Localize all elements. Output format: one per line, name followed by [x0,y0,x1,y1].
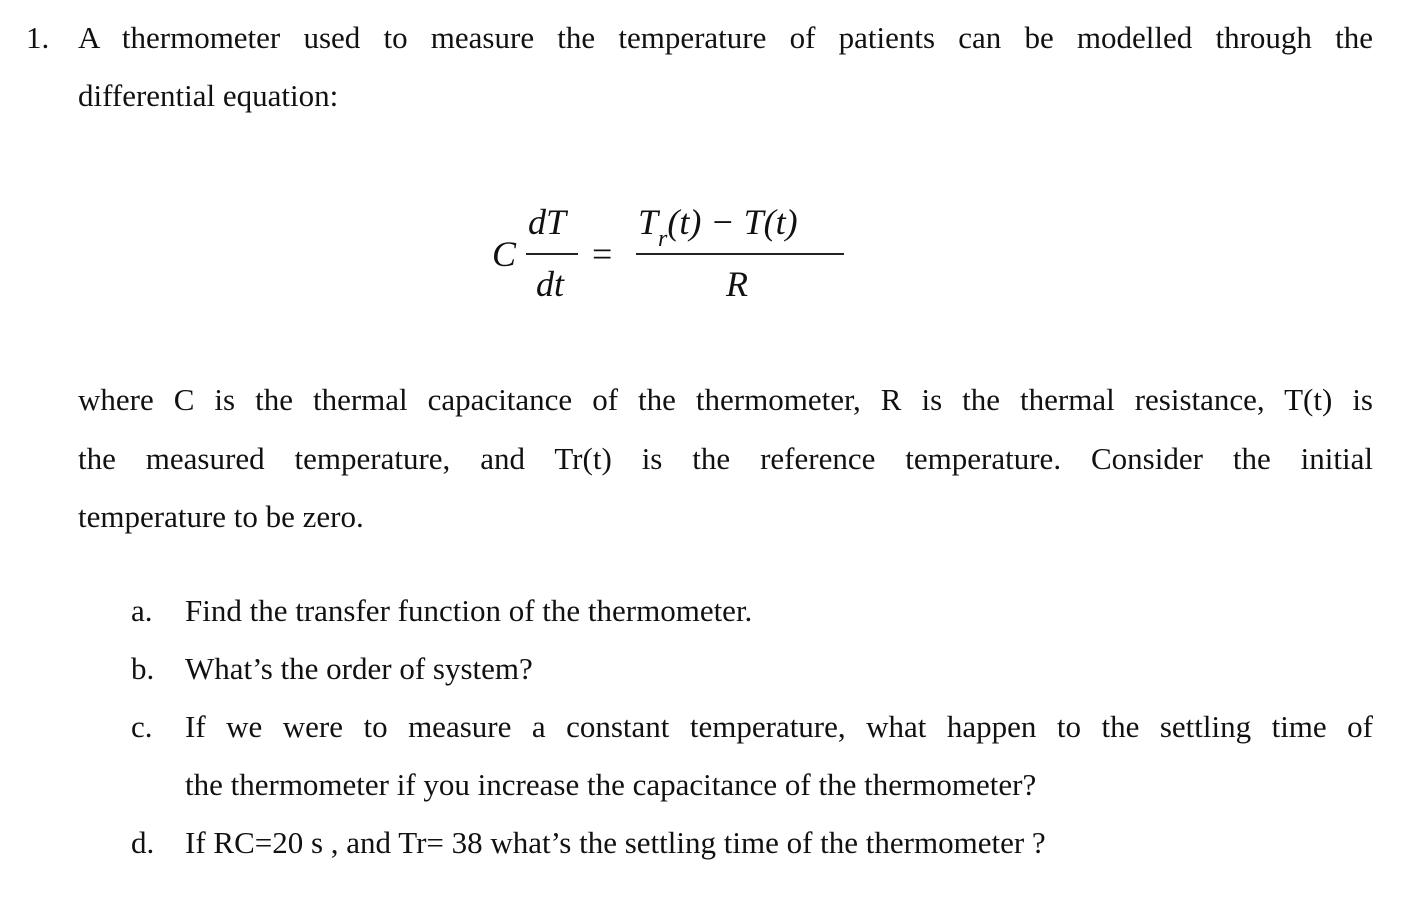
equation-reference-temp-symbol: T [638,202,659,242]
item-b-label: b. [131,651,155,686]
equation-rhs-numerator-rest: (t) − T(t) [667,202,798,242]
equation-lhs-denominator: dt [536,264,565,304]
equation-capacitance: C [492,234,517,274]
equation-rhs-numerator [638,202,798,252]
differential-equation [492,202,852,302]
item-d-text: If RC=20 s , and Tr= 38 what’s the settling time of the thermometer ? [185,825,1046,860]
item-c-text-line-1: If we were to measure a constant temperature, what happen to the settling time of [185,709,1373,744]
equation-reference-subscript: r [658,226,668,252]
equation-equals-sign: = [592,234,613,274]
item-d-label: d. [131,825,155,860]
equation-lhs-numerator: dT [528,202,567,242]
item-a-text: Find the transfer function of the thermometer. [185,593,753,628]
equation-rhs-denominator: R [726,264,748,304]
item-c-label: c. [131,709,153,744]
question-number: 1. [26,20,50,55]
item-c-text-line-2: the thermometer if you increase the capacitance of the thermometer? [185,767,1037,802]
paragraph-line-2: the measured temperature, and Tr(t) is the reference temperature. Consider the initial [78,441,1373,476]
paragraph-line-1: where C is the thermal capacitance of the thermometer, R is the thermal resistance, T(t) is [78,382,1373,417]
question-text-line-1: A thermometer used to measure the temperature of patients can be modelled through the [78,20,1373,55]
item-b-text: What’s the order of system? [185,651,533,686]
item-a-label: a. [131,593,153,628]
question-text-line-2: differential equation: [78,78,339,113]
equation-lhs-fraction-bar [526,253,578,255]
equation-rhs-fraction-bar [636,253,844,255]
paragraph-line-3: temperature to be zero. [78,499,364,534]
